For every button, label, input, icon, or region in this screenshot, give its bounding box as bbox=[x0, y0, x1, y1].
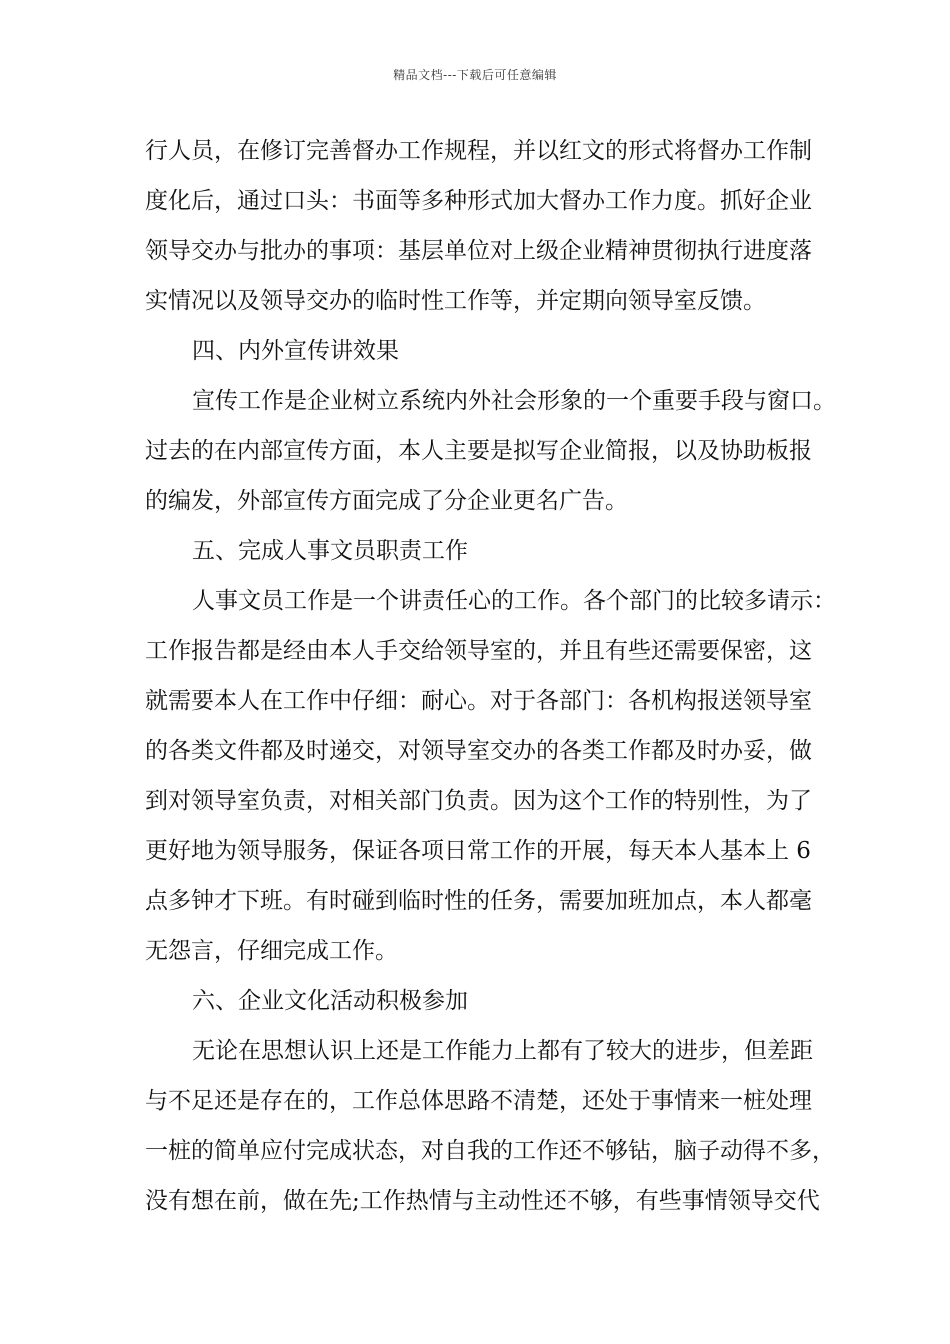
paragraph-first-line: 无论在思想认识上还是工作能力上都有了较大的进步，但差距 bbox=[192, 1038, 813, 1064]
body-line: 度化后，通过口头：书面等多种形式加大督办工作力度。抓好企业 bbox=[145, 188, 812, 214]
body-line: 工作报告都是经由本人手交给领导室的，并且有些还需要保密，这 bbox=[145, 638, 812, 664]
body-line: 领导交办与批办的事项：基层单位对上级企业精神贯彻执行进度落 bbox=[145, 238, 812, 264]
body-line: 行人员，在修订完善督办工作规程，并以红文的形式将督办工作制 bbox=[145, 138, 812, 164]
section-heading: 五、完成人事文员职责工作 bbox=[192, 538, 468, 564]
body-line: 一桩的简单应付完成状态，对自我的工作还不够钻，脑子动得不多， bbox=[145, 1138, 835, 1164]
body-line: 就需要本人在工作中仔细：耐心。对于各部门：各机构报送领导室 bbox=[145, 688, 812, 714]
body-line: 无怨言，仔细完成工作。 bbox=[145, 938, 398, 964]
section-heading: 六、企业文化活动积极参加 bbox=[192, 988, 468, 1014]
body-line: 更好地为领导服务，保证各项日常工作的开展，每天本人基本上 6 bbox=[145, 838, 811, 864]
body-line: 与不足还是存在的，工作总体思路不清楚，还处于事情来一桩处理 bbox=[145, 1088, 812, 1114]
page-header: 精品文档---下载后可任意编辑 bbox=[393, 68, 557, 82]
body-line: 的各类文件都及时递交，对领导室交办的各类工作都及时办妥，做 bbox=[145, 738, 812, 764]
body-line: 实情况以及领导交办的临时性工作等，并定期向领导室反馈。 bbox=[145, 288, 766, 314]
body-line: 点多钟才下班。有时碰到临时性的任务，需要加班加点，本人都毫 bbox=[145, 888, 812, 914]
body-line: 到对领导室负责，对相关部门负责。因为这个工作的特别性，为了 bbox=[145, 788, 812, 814]
body-line: 过去的在内部宣传方面，本人主要是拟写企业简报，以及协助板报 bbox=[145, 438, 812, 464]
body-line: 没有想在前，做在先;工作热情与主动性还不够，有些事情领导交代 bbox=[145, 1188, 820, 1214]
paragraph-first-line: 宣传工作是企业树立系统内外社会形象的一个重要手段与窗口。 bbox=[192, 388, 836, 414]
section-heading: 四、内外宣传讲效果 bbox=[192, 338, 399, 364]
body-line: 的编发，外部宣传方面完成了分企业更名广告。 bbox=[145, 488, 628, 514]
paragraph-first-line: 人事文员工作是一个讲责任心的工作。各个部门的比较多请示： bbox=[192, 588, 836, 614]
